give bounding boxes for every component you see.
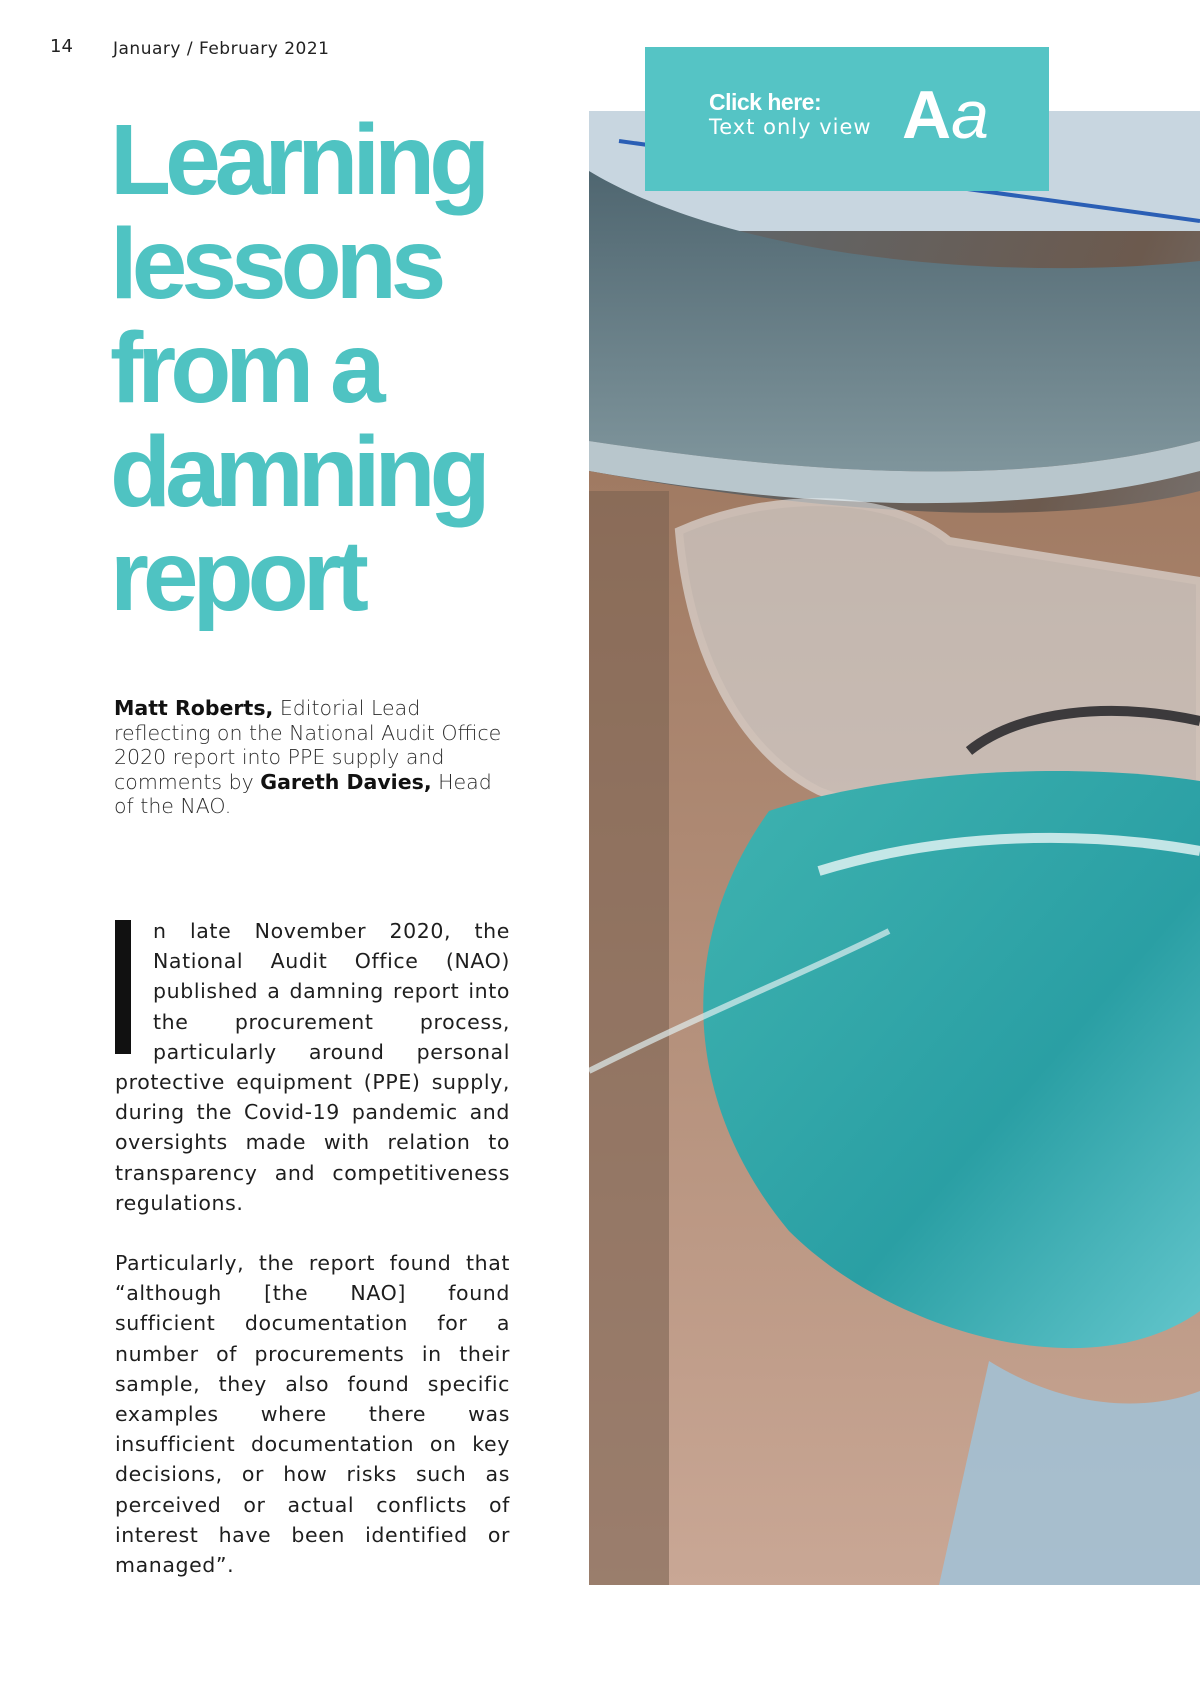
headline-line-4: damning bbox=[110, 416, 485, 528]
body-paragraph-1 bbox=[115, 916, 510, 1218]
issue-date: January / February 2021 bbox=[113, 39, 330, 59]
surgeon-mask-illustration bbox=[589, 111, 1200, 1585]
author-role: Editorial Lead reflecting on the National Audit Office 2020 report into PPE supply and comments by bbox=[114, 696, 502, 794]
headline-line-5: report bbox=[110, 520, 363, 632]
font-size-icon: Aa bbox=[902, 77, 989, 153]
body-paragraph-1-text: n late November 2020, the National Audit Office (NAO) published a damning report into the procurement process, particularly around personal protective equipment (PPE) supply, during the Covid-19 pandemic and oversights made with relation to transparency and competitiveness regulations. bbox=[115, 919, 510, 1215]
cta-subtitle: Text only view bbox=[709, 115, 872, 139]
headline-line-1: Learning bbox=[110, 104, 485, 216]
body-paragraph-2: Particularly, the report found that “although [the NAO] found sufficient documentation for a number of procurements in their sample, they also found specific examples where there was insufficient documentation on key decisions, or how risks such as perceived or actual conflicts of interest have been identified or managed”. bbox=[115, 1251, 510, 1578]
source-role: Head of the NAO. bbox=[114, 769, 492, 818]
source-name: Gareth Davies, bbox=[260, 769, 432, 794]
headline-line-2: lessons bbox=[110, 208, 441, 320]
drop-cap-bar-icon bbox=[115, 920, 131, 1054]
article-headline bbox=[110, 104, 580, 632]
text-only-view-button[interactable] bbox=[645, 47, 1049, 191]
page-number: 14 bbox=[50, 36, 73, 57]
standfirst bbox=[114, 696, 514, 819]
headline-line-3: from a bbox=[110, 312, 380, 424]
article-photo bbox=[589, 111, 1200, 1585]
author-name: Matt Roberts, bbox=[114, 696, 274, 720]
article-body bbox=[115, 916, 510, 1610]
cta-title: Click here: bbox=[709, 89, 822, 115]
